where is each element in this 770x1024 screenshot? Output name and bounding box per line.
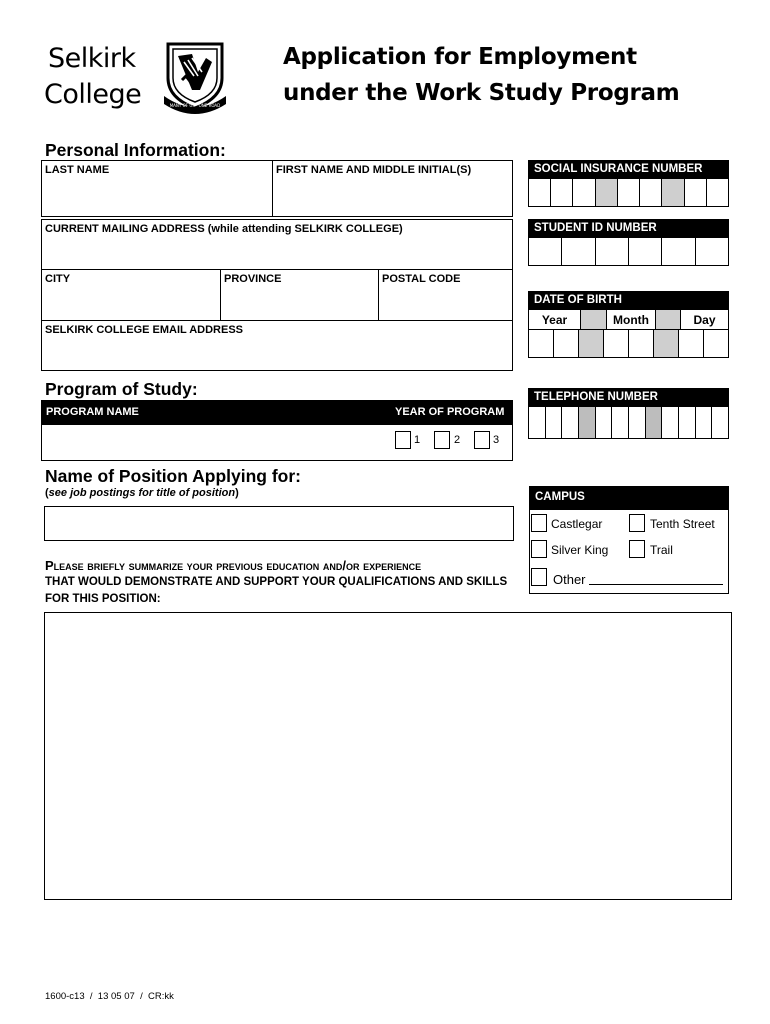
- college-name-line1: Selkirk: [48, 43, 136, 74]
- position-note-text: see job postings for title of position: [48, 487, 236, 499]
- summary-instructions: [45, 557, 507, 608]
- campus-trail-label: Trail: [650, 543, 673, 557]
- campus-castlegar-checkbox[interactable]: [531, 514, 547, 532]
- dob-field[interactable]: [528, 330, 729, 358]
- year-of-program-label: YEAR OF PROGRAM: [395, 406, 505, 418]
- student-id-field[interactable]: [528, 238, 729, 266]
- dob-month-label: Month: [613, 313, 649, 327]
- campus-silver-king-label: Silver King: [551, 543, 609, 557]
- college-name-line2: College: [44, 79, 142, 110]
- year-2-label: 2: [454, 434, 461, 446]
- form-code: 1600-c13 / 13 05 07 / CR:kk: [45, 991, 174, 1002]
- summary-textarea[interactable]: [44, 612, 732, 900]
- form-title-line1: Application for Employment: [283, 44, 637, 70]
- college-crest-icon: [162, 40, 228, 116]
- postal-code-label: POSTAL CODE: [382, 273, 461, 285]
- dob-day-label: Day: [693, 313, 716, 327]
- city-label: CITY: [45, 273, 71, 285]
- summary-line1: Please briefly summarize your previous education and/or experience: [45, 558, 422, 573]
- dob-label: DATE OF BIRTH: [528, 291, 729, 310]
- email-label: SELKIRK COLLEGE EMAIL ADDRESS: [45, 324, 244, 336]
- program-name-label: PROGRAM NAME: [46, 406, 139, 418]
- year-3-label: 3: [493, 434, 500, 446]
- year-3-checkbox[interactable]: [474, 431, 490, 449]
- program-heading: Program of Study:: [45, 379, 198, 399]
- position-note-close: ): [235, 487, 239, 499]
- summary-line2: THAT WOULD DEMONSTRATE AND SUPPORT YOUR QUALIFICATIONS AND SKILLS: [45, 576, 508, 588]
- sin-label: SOCIAL INSURANCE NUMBER: [528, 160, 729, 179]
- campus-trail-checkbox[interactable]: [629, 540, 645, 558]
- crest-motto: MANY OF US · ONE ROAD: [169, 103, 221, 108]
- dob-subheaders: [528, 310, 729, 330]
- dob-year-label: Year: [541, 313, 568, 327]
- form-title-line2: under the Work Study Program: [283, 80, 680, 106]
- position-note-open: (: [45, 487, 49, 499]
- year-2-checkbox[interactable]: [434, 431, 450, 449]
- first-name-label: FIRST NAME AND MIDDLE INITIAL(S): [276, 164, 472, 176]
- year-1-label: 1: [414, 434, 421, 446]
- telephone-field[interactable]: [528, 407, 729, 439]
- last-name-label: LAST NAME: [45, 164, 110, 176]
- personal-info-heading: Personal Information:: [45, 140, 226, 160]
- campus-silver-king-checkbox[interactable]: [531, 540, 547, 558]
- position-field[interactable]: [44, 506, 514, 541]
- campus-other-checkbox[interactable]: [531, 568, 547, 586]
- position-heading: Name of Position Applying for:: [45, 466, 302, 486]
- position-note: [45, 487, 239, 499]
- campus-tenth-street-checkbox[interactable]: [629, 514, 645, 532]
- student-id-label: STUDENT ID NUMBER: [528, 219, 729, 238]
- summary-line3: FOR THIS POSITION:: [45, 593, 161, 605]
- year-1-checkbox[interactable]: [395, 431, 411, 449]
- province-label: PROVINCE: [224, 273, 282, 285]
- mailing-address-label: CURRENT MAILING ADDRESS (while attending SELKIRK COLLEGE): [45, 223, 403, 235]
- campus-castlegar-label: Castlegar: [551, 517, 603, 531]
- sin-field[interactable]: [528, 179, 729, 207]
- campus-other-label: Other: [553, 572, 586, 587]
- campus-other-input[interactable]: [589, 584, 723, 585]
- telephone-label: TELEPHONE NUMBER: [528, 388, 729, 407]
- campus-label: CAMPUS: [529, 486, 729, 510]
- campus-tenth-street-label: Tenth Street: [650, 517, 715, 531]
